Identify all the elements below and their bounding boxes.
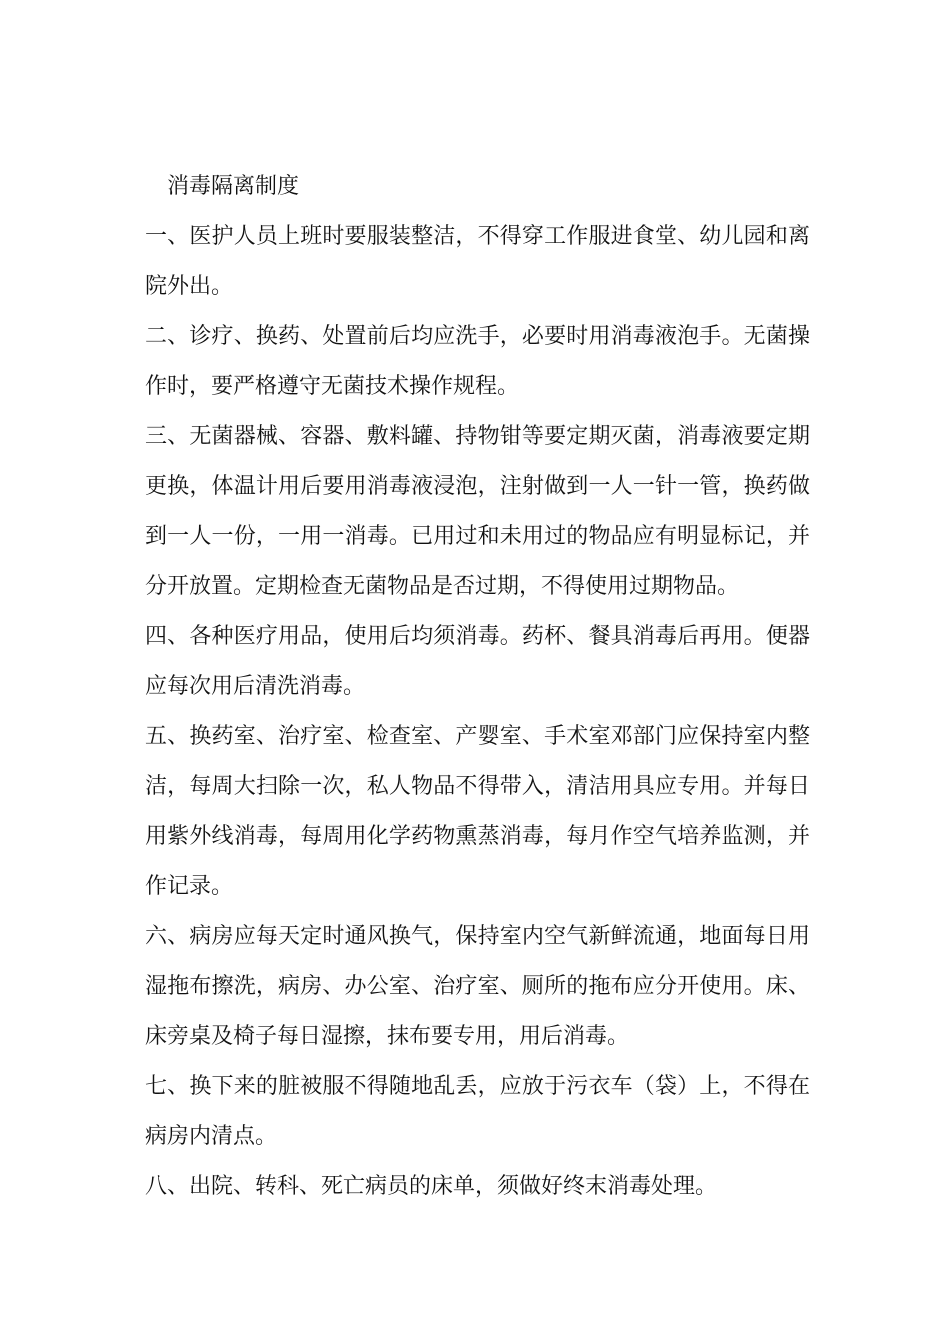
- paragraph-4: 四、各种医疗用品，使用后均须消毒。药杯、餐具消毒后再用。便器应每次用后清洗消毒。: [145, 624, 810, 699]
- paragraph-1: 一、医护人员上班时要服装整洁，不得穿工作服进食堂、幼儿园和离院外出。: [145, 224, 810, 299]
- paragraph-2: 二、诊疗、换药、处置前后均应洗手，必要时用消毒液泡手。无菌操作时，要严格遵守无菌技术操作规程。: [145, 324, 810, 399]
- document-title: 消毒隔离制度: [167, 174, 300, 199]
- paragraph-8: 八、出院、转科、死亡病员的床单，须做好终末消毒处理。: [145, 1174, 718, 1199]
- paragraph-6: 六、病房应每天定时通风换气，保持室内空气新鲜流通，地面每日用湿拖布擦洗，病房、办公室、治疗室、厕所的拖布应分开使用。床、床旁桌及椅子每日湿擦，抹布要专用，用后消毒。: [145, 924, 810, 1049]
- paragraph-5: 五、换药室、治疗室、检查室、产婴室、手术室邓部门应保持室内整洁，每周大扫除一次，私人物品不得带入，清洁用具应专用。并每日用紫外线消毒，每周用化学药物熏蒸消毒，每月作空气培养监测，并作记录。: [145, 724, 810, 899]
- paragraph-3: 三、无菌器械、容器、敷料罐、持物钳等要定期灭菌，消毒液要定期更换，体温计用后要用消毒液浸泡，注射做到一人一针一管，换药做到一人一份，一用一消毒。已用过和未用过的物品应有明显标记，并分开放置。定期检查无菌物品是否过期，不得使用过期物品。: [145, 424, 810, 599]
- paragraph-7: 七、换下来的脏被服不得随地乱丢，应放于污衣车（袋）上，不得在病房内清点。: [145, 1074, 810, 1149]
- document-body: [145, 162, 810, 1212]
